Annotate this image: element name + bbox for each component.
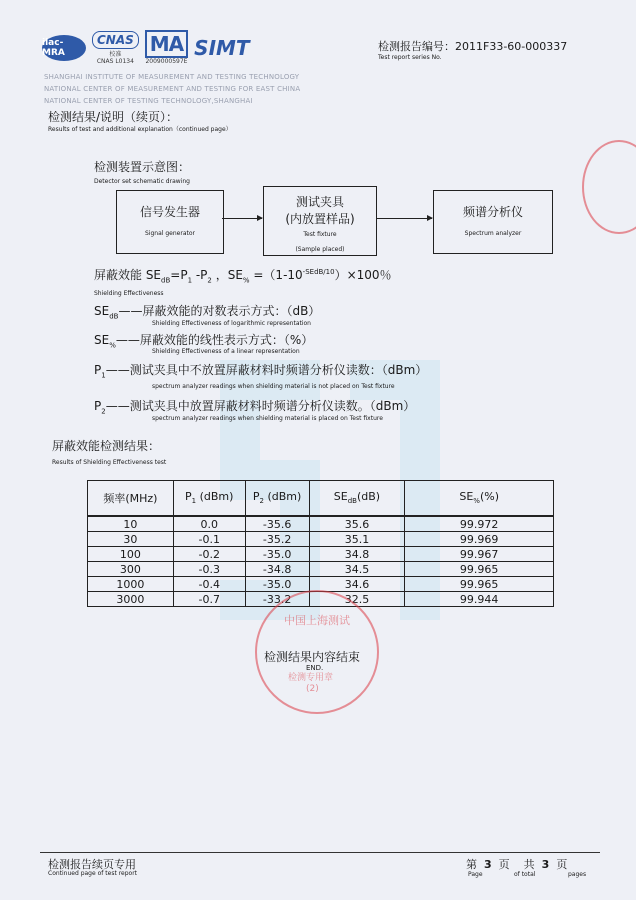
symbol-sub: % (109, 341, 116, 350)
page-number: 3 (484, 858, 492, 871)
box-label-en-2: (Sample placed) (295, 246, 345, 253)
definition-en: spectrum analyzer readings when shielding material is placed on Test fixture (152, 415, 383, 422)
signal-generator-box (116, 190, 224, 254)
header-sub: % (473, 497, 480, 506)
cell-sepct: 99.965 (405, 562, 554, 577)
ilac-logo: ilac-MRA (42, 35, 86, 61)
section-subtitle: Results of test and additional explanation（continued page） (48, 126, 232, 133)
table-row (88, 562, 554, 577)
cnas-small-label: 校准 (109, 50, 122, 58)
definition-p1 (94, 361, 427, 379)
cell-p2: -35.2 (245, 532, 309, 547)
header-text: SE (459, 490, 474, 504)
cell-p1: 0.0 (173, 516, 245, 532)
spectrum-analyzer-box (433, 190, 553, 254)
box-label-en: Spectrum analyzer (464, 230, 522, 237)
header-freq: 频率(MHz) (88, 481, 174, 517)
formula-sub: % (242, 276, 250, 285)
pages-en: pages (568, 871, 587, 878)
results-title: 屏蔽效能检测结果： (52, 439, 161, 453)
formula-sub: 1 (187, 276, 193, 285)
symbol-sub: dB (109, 312, 119, 321)
page-label: 第 (466, 858, 477, 871)
cell-freq: 300 (88, 562, 174, 577)
header-text: SE (333, 490, 348, 504)
header-sub: dB (347, 497, 357, 506)
cell-p1: -0.7 (173, 592, 245, 607)
definition-se-pct (94, 331, 313, 349)
formula-subtitle: Shielding Effectiveness (94, 290, 164, 297)
simt-logo: SIMT (194, 35, 250, 60)
cell-sepct: 99.944 (405, 592, 554, 607)
definition-text: ——测试夹具中放置屏蔽材料时频谱分析仪读数。（dBm） (105, 399, 416, 413)
cell-sedb: 34.8 (309, 547, 405, 562)
cell-freq: 1000 (88, 577, 174, 592)
header-unit: (%) (479, 490, 499, 504)
table-header-row (88, 481, 554, 517)
box-label-2: (内放置样品) (285, 212, 355, 226)
definition-text: ——屏蔽效能的线性表示方式：（%） (115, 333, 314, 347)
section-title: 检测结果/说明（续页）： (48, 110, 179, 124)
cnas-code: CNAS L0134 (96, 57, 134, 65)
header-sub: 2 (259, 497, 264, 506)
test-fixture-box (263, 186, 377, 256)
end-text: 检测结果内容结束 (264, 650, 361, 664)
stamp-text: 中国上海测试 (284, 614, 350, 627)
arrow-right-icon (376, 218, 432, 219)
cell-sedb: 32.5 (309, 592, 405, 607)
header-sepct (405, 481, 554, 517)
header-unit: (dB) (356, 490, 381, 504)
cell-sedb: 34.6 (309, 577, 405, 592)
symbol-sub: 2 (101, 407, 106, 416)
cell-freq: 30 (88, 532, 174, 547)
footer-divider (40, 852, 600, 853)
cell-freq: 100 (88, 547, 174, 562)
cell-p2: -34.8 (245, 562, 309, 577)
side-stamp (582, 140, 636, 234)
page-indicator (466, 856, 567, 872)
results-subtitle: Results of Shielding Effectiveness test (52, 459, 167, 466)
header-logos (42, 30, 250, 65)
ma-code: 2009000597E (145, 58, 188, 65)
box-label: 频谱分析仪 (462, 205, 523, 219)
formula-part: =（1-10 (249, 268, 303, 282)
header-p2 (245, 481, 309, 517)
formula-sub: dB (161, 276, 171, 285)
header-text: P (252, 490, 260, 504)
report-number-sub: Test report series No. (378, 54, 442, 61)
ma-logo: MA (145, 30, 188, 58)
box-label: 测试夹具 (295, 195, 344, 209)
cell-p2: -33.2 (245, 592, 309, 607)
symbol: SE (94, 333, 110, 347)
definition-en: Shielding Effectiveness of logarithmic representation (152, 320, 311, 327)
symbol-sub: 1 (101, 371, 106, 380)
cell-p1: -0.2 (173, 547, 245, 562)
header-unit: (dBm) (263, 490, 302, 504)
box-label: 信号发生器 (139, 205, 200, 219)
footer-label: 检测报告续页专用 (48, 858, 136, 871)
formula-part: 屏蔽效能 SE (94, 268, 162, 282)
cell-sedb: 34.5 (309, 562, 405, 577)
cell-p2: -35.6 (245, 516, 309, 532)
total-pages: 3 (541, 858, 550, 871)
cell-p1: -0.4 (173, 577, 245, 592)
cell-sedb: 35.6 (309, 516, 405, 532)
report-number: 检测报告编号：2011F33-60-000337 (378, 40, 568, 53)
definition-p2 (94, 397, 415, 415)
cell-sepct: 99.969 (405, 532, 554, 547)
formula-sub: 2 (207, 276, 212, 285)
header-text: P (185, 490, 192, 504)
header-p1 (173, 481, 245, 517)
formula-sup: -SEdB/10 (302, 268, 335, 276)
institution-line-2: NATIONAL CENTER OF MEASUREMENT AND TESTING FOR EAST CHINA (44, 85, 301, 93)
header-sub: 1 (191, 497, 197, 506)
total-label: 共 (523, 858, 535, 871)
cell-p1: -0.1 (173, 532, 245, 547)
definition-text: ——屏蔽效能的对数表示方式：（dB） (118, 304, 321, 318)
footer-label-sub: Continued page of test report (48, 870, 138, 877)
cnas-logo: CNAS (92, 31, 139, 49)
header-sedb (309, 481, 405, 517)
definition-en: spectrum analyzer readings when shielding material is not placed on Test fixture (152, 383, 395, 390)
cell-p1: -0.3 (173, 562, 245, 577)
cell-p2: -35.0 (245, 577, 309, 592)
arrow-right-icon (222, 218, 262, 219)
formula-part: ，SE (211, 268, 243, 282)
stamp-number: (2) (306, 684, 319, 694)
results-table (87, 480, 554, 607)
formula-part: ）×100％ (334, 268, 392, 282)
page-label: 页 (498, 858, 510, 871)
cell-freq: 10 (88, 516, 174, 532)
cell-sepct: 99.967 (405, 547, 554, 562)
diagram-title: 检测装置示意图： (94, 160, 191, 174)
end-text-en: END. (306, 664, 324, 672)
page-en: Page (468, 871, 483, 878)
table-row (88, 516, 554, 532)
cell-p2: -35.0 (245, 547, 309, 562)
institution-line-1: SHANGHAI INSTITUTE OF MEASUREMENT AND TESTING TECHNOLOGY (44, 73, 300, 81)
cell-sepct: 99.965 (405, 577, 554, 592)
table-row (88, 532, 554, 547)
header-unit: (dBm) (196, 490, 234, 504)
symbol: P (94, 399, 102, 413)
institution-line-3: NATIONAL CENTER OF TESTING TECHNOLOGY,SHANGHAI (44, 97, 253, 105)
definition-text: ——测试夹具中不放置屏蔽材料时频谱分析仪读数：（dBm） (105, 363, 428, 377)
total-en: of total (514, 871, 536, 878)
total-label: 页 (556, 858, 568, 871)
symbol: SE (94, 304, 110, 318)
formula-part: =P (170, 268, 188, 282)
definition-en: Shielding Effectiveness of a linear representation (152, 348, 300, 355)
cell-sepct: 99.972 (405, 516, 554, 532)
table-row (88, 547, 554, 562)
cell-sedb: 35.1 (309, 532, 405, 547)
main-formula (94, 266, 392, 284)
cell-freq: 3000 (88, 592, 174, 607)
formula-part: -P (192, 268, 208, 282)
box-label-en: Signal generator (145, 230, 195, 237)
diagram-subtitle: Detector set schematic drawing (94, 178, 190, 185)
stamp-text-2: 检测专用章 (288, 673, 334, 683)
symbol: P (94, 363, 102, 377)
definition-se-db (94, 302, 320, 320)
box-label-en: Test fixture (303, 231, 337, 238)
